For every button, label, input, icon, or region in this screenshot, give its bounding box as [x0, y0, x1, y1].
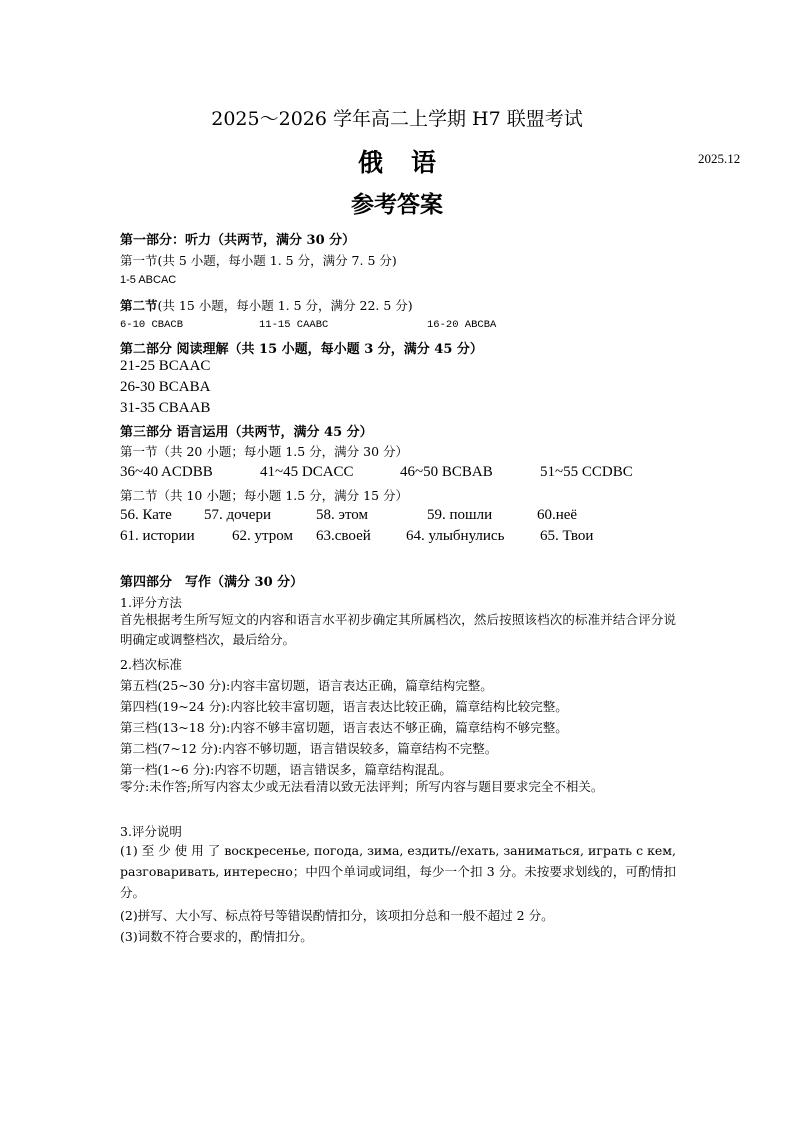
part1-section2-answer-2: 11-15 CAABC	[259, 319, 329, 331]
part3-s2-answer-62: 62. утром	[232, 528, 293, 544]
part3-s2-answer-57: 57. дочери	[204, 507, 271, 523]
part3-s2-answer-64: 64. улыбнулись	[406, 528, 505, 544]
part3-heading: 第三部分 语言运用（共两节，满分 45 分）	[120, 425, 373, 440]
part2-answer-3: 31-35 CBAAB	[120, 400, 211, 416]
subject-name: 俄语	[357, 148, 464, 177]
part4-heading: 第四部分 写作（满分 30 分）	[120, 575, 304, 590]
part4-levels-title: 2.档次标准	[120, 657, 182, 672]
part4-notes-title: 3.评分说明	[120, 824, 182, 839]
part3-s2-answer-59: 59. пошли	[427, 507, 493, 523]
part1-section2-text: (共 15 小题，每小题 1. 5 分，满分 22. 5 分)	[157, 298, 413, 313]
part1-section2-label: 第二节	[120, 298, 158, 313]
part3-s2-answer-63: 63.своей	[316, 528, 371, 544]
part4-method-title: 1.评分方法	[120, 595, 182, 610]
part2-heading: 第二部分 阅读理解（共 15 小题，每小题 3 分，满分 45 分）	[120, 342, 483, 357]
part2-answer-1: 21-25 BCAAC	[120, 358, 211, 374]
part2-answer-2: 26-30 BCABA	[120, 379, 211, 395]
part4-level-4: 第四档(19~24 分):内容比较丰富切题，语言表达比较正确，篇章结构比较完整。	[120, 699, 568, 714]
part3-section1-desc: 第一节（共 20 小题；每小题 1.5 分，满分 30 分）	[120, 444, 409, 459]
answer-heading: 参考答案	[351, 191, 443, 218]
part1-section1-desc: 第一节(共 5 小题，每小题 1. 5 分，满分 7. 5 分)	[120, 253, 397, 268]
part3-s2-answer-58: 58. этом	[316, 507, 369, 523]
part3-s1-answer-3: 46~50 BCBAB	[400, 464, 493, 480]
part4-level-1: 第一档(1~6 分):内容不切题，语言错误多，篇章结构混乱。	[120, 762, 452, 777]
part1-section2-answer-1: 6-10 CBACB	[120, 319, 184, 331]
part1-section1-answers: 1-5 ABCAC	[120, 274, 177, 286]
part3-s2-answer-60: 60.неё	[537, 507, 578, 523]
part4-level-5: 第五档(25~30 分):内容丰富切题，语言表达正确，篇章结构完整。	[120, 678, 493, 693]
part1-section2-answer-3: 16-20 ABCBA	[427, 319, 497, 331]
part4-method-text: 首先根据考生所写短文的内容和语言水平初步确定其所属档次，然后按照该档次的标准并结合评分说明确定或调整档次，最后给分。	[120, 612, 676, 647]
part1-heading: 第一部分：听力（共两节，满分 30 分）	[120, 233, 356, 248]
part4-level-3: 第三档(13~18 分):内容不够丰富切题，语言表达不够正确，篇章结构不够完整。	[120, 720, 568, 735]
part3-s1-answer-1: 36~40 ACDBB	[120, 464, 213, 480]
part4-note-3: (3)词数不符合要求的，酌情扣分。	[120, 929, 313, 944]
part3-s2-answer-56: 56. Кате	[120, 507, 172, 523]
part4-note-1: (1) 至 少 使 用 了 воскресенье, погода, зима, ездить//ехать, заниматься, играть с кем, разговаривать, интересно；中四个单词或词组，每少一个扣 3 分。未按要求划线的，可酌情扣分。	[120, 843, 676, 900]
part3-s2-answer-61: 61. истории	[120, 528, 195, 544]
part4-note-2: (2)拼写、大小写、标点符号等错误酌情扣分，该项扣分总和一般不超过 2 分。	[120, 908, 554, 923]
part3-s1-answer-4: 51~55 CCDBC	[540, 464, 633, 480]
part4-zero-score: 零分:未作答;所写内容太少或无法看清以致无法评判；所写内容与题目要求完全不相关。	[120, 779, 604, 794]
exam-date: 2025.12	[698, 151, 741, 166]
part1-section2-desc	[120, 296, 413, 314]
exam-title: 2025～2026 学年高二上学期 H7 联盟考试	[211, 108, 583, 130]
part3-s2-answer-65: 65. Твои	[540, 528, 594, 544]
part3-section2-desc: 第二节（共 10 小题；每小题 1.5 分，满分 15 分）	[120, 488, 409, 503]
part4-level-2: 第二档(7~12 分):内容不够切题，语言错误较多，篇章结构不完整。	[120, 741, 498, 756]
part3-s1-answer-2: 41~45 DCACC	[260, 464, 354, 480]
